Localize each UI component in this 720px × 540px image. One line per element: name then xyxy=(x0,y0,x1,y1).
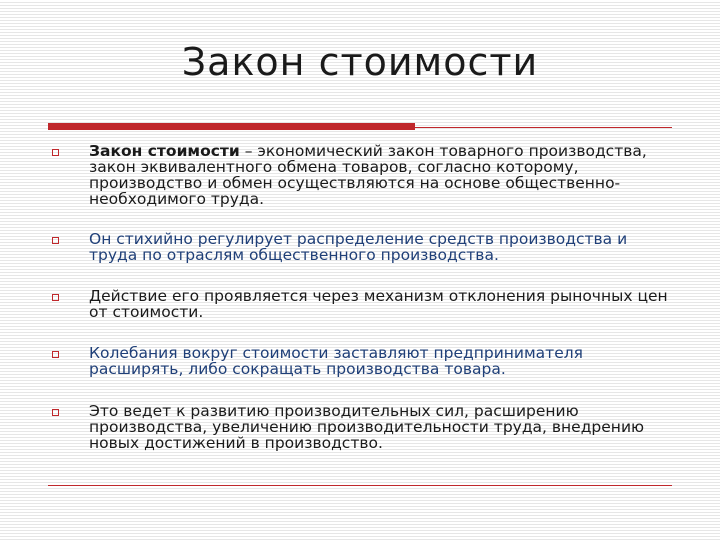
slide-title: Закон стоимости xyxy=(181,40,539,84)
bullet-text: Он стихийно регулирует распределение средств производства и труда по отраслям общественного производства. xyxy=(89,230,628,264)
square-bullet-icon xyxy=(52,409,59,416)
bullet-text: Это ведет к развитию производительных сил, расширению производства, увеличению производительности труда, внедрению новых достижений в производство. xyxy=(89,402,645,452)
bullet-definition: – экономический закон товарного производства, закон эквивалентного обмена товаров, согласно которому, производство и обмен осуществляются на основе общественно-необходимого труда. xyxy=(89,142,647,208)
square-bullet-icon xyxy=(52,294,59,301)
bullet-text xyxy=(89,143,679,207)
bullet-text: Колебания вокруг стоимости заставляют предпринимателя расширять, либо сокращать производства товара. xyxy=(89,344,583,378)
square-bullet-icon xyxy=(52,351,59,358)
bullet-text: Действие его проявляется через механизм отклонения рыночных цен от стоимости. xyxy=(89,287,668,321)
footer-divider-line xyxy=(48,485,672,486)
square-bullet-icon xyxy=(52,237,59,244)
bullet-term: Закон стоимости xyxy=(89,142,240,160)
square-bullet-icon xyxy=(52,149,59,156)
